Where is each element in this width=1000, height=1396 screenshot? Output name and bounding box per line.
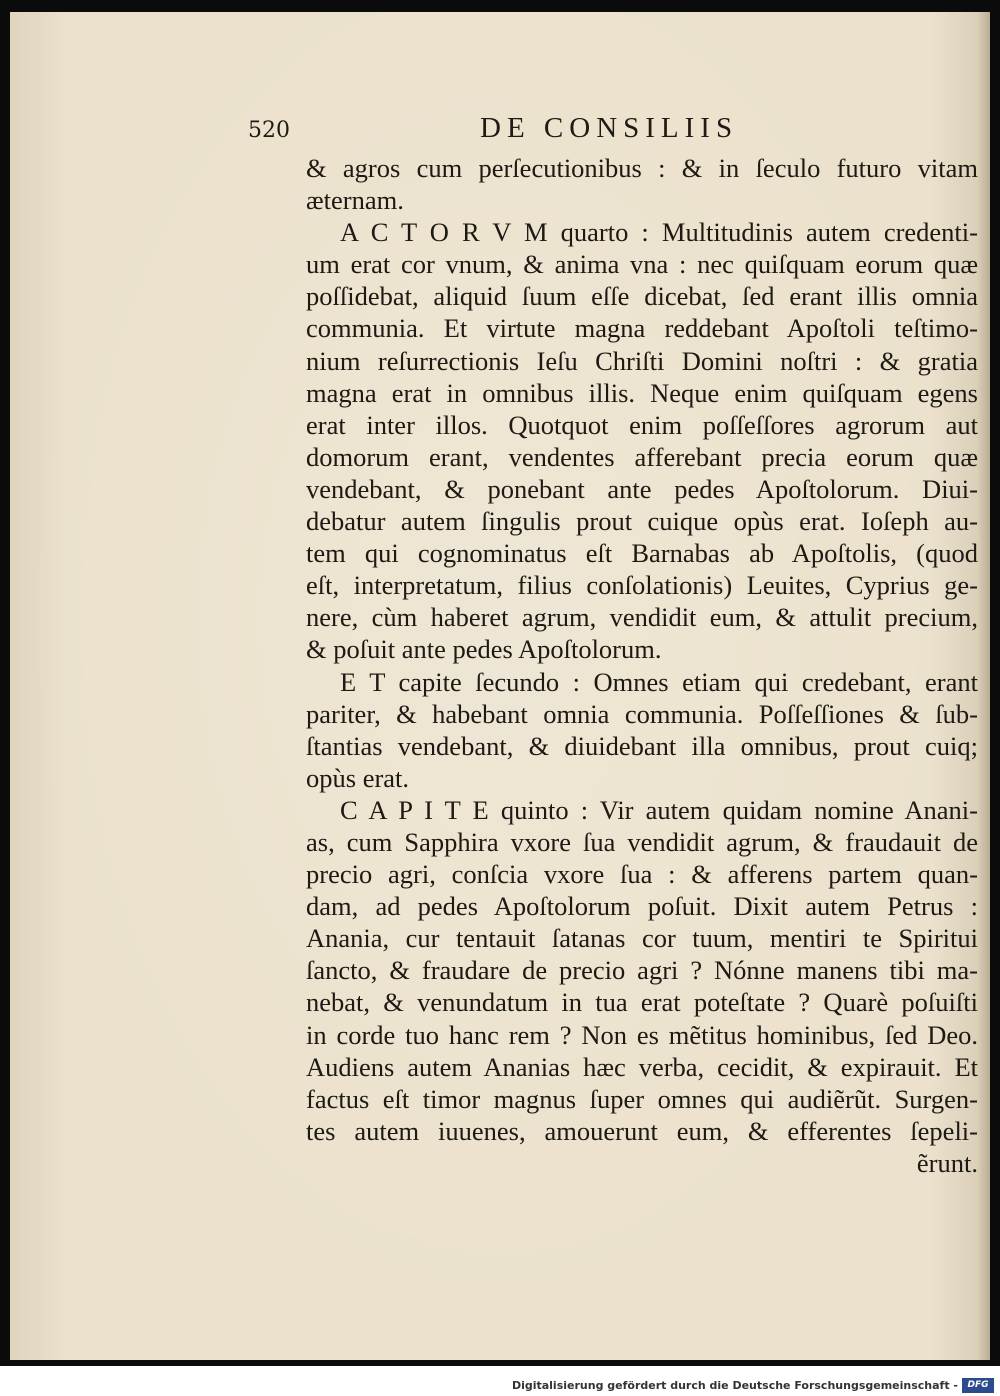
text-line: magna erat in omnibus illis. Neque enim quiſquam egens: [306, 377, 978, 408]
text-line: domorum erant, vendentes afferebant precia eorum quæ: [306, 441, 978, 472]
text-line: dam, ad pedes Apoſtolorum poſuit. Dixit autem Petrus :: [306, 891, 978, 922]
text-line: opùs erat.: [306, 762, 410, 793]
catchword: ẽrunt.: [916, 1147, 978, 1178]
text-line: communia. Et virtute magna reddebant Apoſtoli teſtimo-: [306, 313, 978, 344]
page-number: 520: [248, 118, 290, 143]
text-line: Anania, cur tentauit ſatanas cor tuum, mentiri te Spiritui: [306, 923, 978, 954]
text-line: æternam.: [306, 185, 404, 216]
text-line: nium reſurrectionis Ieſu Chriſti Domini noſtri : & gratia: [306, 345, 978, 376]
body-text: [306, 152, 978, 1179]
page-edge: [976, 12, 990, 1360]
text-line: Audiens autem Ananias hæc verba, cecidit, & expirauit. Et: [306, 1051, 978, 1082]
text-line: nebat, & venundatum in tua erat poteſtate ? Quarè poſuiſti: [306, 987, 978, 1018]
running-title: DE CONSILIIS: [480, 112, 739, 144]
text-line: vendebant, & ponebant ante pedes Apoſtolorum. Diui-: [306, 473, 978, 504]
text-line: factus eſt timor magnus ſuper omnes qui audiẽrũt. Surgen-: [306, 1083, 978, 1114]
text-line: as, cum Sapphira vxore ſua vendidit agrum, & fraudauit de: [306, 826, 978, 857]
text-line: erat inter illos. Quotquot enim poſſeſſores agrorum aut: [306, 409, 978, 440]
text-line: ſancto, & fraudare de precio agri ? Nónne manens tibi ma-: [306, 955, 978, 986]
text-line: A C T O R V M quarto : Multitudinis autem credenti-: [340, 217, 978, 248]
dfg-logo-icon: DFG: [962, 1378, 994, 1393]
text-line: eſt, interpretatum, filius conſolationis) Leuites, Cyprius ge-: [306, 570, 978, 601]
digitization-footer: [0, 1366, 1000, 1396]
funding-credit: Digitalisierung gefördert durch die Deutsche Forschungsgemeinschaft -: [511, 1379, 958, 1392]
text-line: ſtantias vendebant, & diuidebant illa omnibus, prout cuiq;: [306, 730, 978, 761]
text-line: poſſidebat, aliquid ſuum eſſe dicebat, ſed erant illis omnia: [306, 281, 978, 312]
text-line: pariter, & habebant omnia communia. Poſſeſſiones & ſub-: [306, 698, 978, 729]
text-line: nere, cùm haberet agrum, vendidit eum, & attulit precium,: [306, 602, 978, 633]
text-line: tes autem iuuenes, amouerunt eum, & efferentes ſepeli-: [306, 1115, 978, 1146]
text-line: & agros cum perſecutionibus : & in ſeculo futuro vitam: [306, 153, 978, 183]
text-line: um erat cor vnum, & anima vna : nec quiſquam eorum quæ: [306, 249, 978, 280]
text-line: E T capite ſecundo : Omnes etiam qui credebant, erant: [340, 666, 978, 697]
text-line: precio agri, conſcia vxore ſua : & afferens partem quan-: [306, 859, 978, 890]
book-page: [10, 12, 990, 1360]
text-line: in corde tuo hanc rem ? Non es mẽtitus hominibus, ſed Deo.: [306, 1019, 978, 1050]
text-line: & poſuit ante pedes Apoſtolorum.: [306, 634, 662, 665]
page-header: [248, 112, 808, 152]
text-line: C A P I T E quinto : Vir autem quidam nomine Anani-: [340, 794, 978, 825]
text-line: tem qui cognominatus eſt Barnabas ab Apoſtolis, (quod: [306, 538, 978, 569]
text-line: debatur autem ſingulis prout cuique opùs erat. Ioſeph au-: [306, 506, 978, 537]
